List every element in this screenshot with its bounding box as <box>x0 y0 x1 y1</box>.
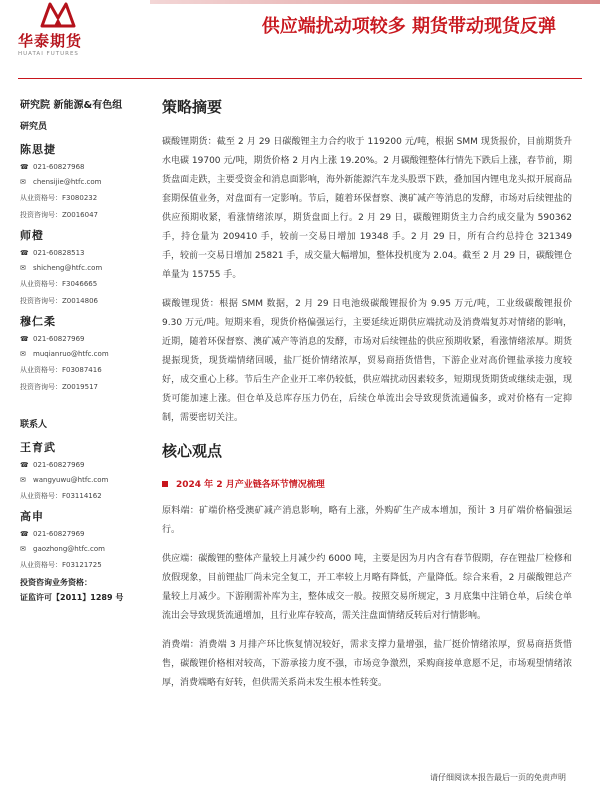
supply-paragraph: 供应端：碳酸锂的整体产量较上月减少约 6000 吨，主要是因为月内含有春节假期，存在锂盐厂检修和放假现象，目前锂盐厂尚未完全复工，开工率较上月略有降低，产量降低。综合来看，2 月碳酸锂总产量较上月减少。下游刚需补库为主，整体成交一般。按照交易所规定，3 月底集中注销仓单，后续仓单流出会导致现货流通增加，且行业库存较高，需关注盘面情绪反转后对行情影响。 <box>162 554 572 621</box>
qualification-row: 从业资格号：F3046665 <box>20 280 98 288</box>
phone-row <box>20 530 140 538</box>
consumption-paragraph: 消费端：消费端 3 月排产环比恢复情况较好，需求支撑力量增强，盐厂挺价情绪浓厚，贸易商捂货惜售，碳酸锂价格相对较高，下游承接力度不强，市场竞争激烈，采购商接单意愿不足，市场观望情绪浓厚，消费端略有好转，但供需关系尚未发生根本性转变。 <box>162 640 572 688</box>
chain-subheading-text: 2024 年 2 月产业链各环节情况梳理 <box>176 480 325 490</box>
bullet-square-icon <box>162 481 168 487</box>
researcher-card <box>20 227 140 306</box>
phone-row <box>20 335 140 343</box>
logo-mark-icon <box>40 0 76 28</box>
email-address[interactable]: chensijie@htfc.com <box>33 178 102 186</box>
email-row <box>20 350 140 358</box>
phone-row <box>20 461 140 469</box>
top-decor-bar <box>150 0 600 4</box>
raw-material-paragraph: 原料端：矿端价格受澳矿减产消息影响，略有上涨，外购矿生产成本增加，预计 3 月矿端价格偏强运行。 <box>162 506 572 535</box>
logo-text-en: HUATAI FUTURES <box>18 51 79 57</box>
phone-icon: ☎ <box>20 163 29 171</box>
qualification-row: 从业资格号：F3080232 <box>20 194 98 202</box>
email-address[interactable]: shicheng@htfc.com <box>33 264 103 272</box>
researcher-name: 师橙 <box>20 229 44 242</box>
email-address[interactable]: gaozhong@htfc.com <box>33 545 105 553</box>
spot-paragraph: 碳酸锂现货：根据 SMM 数据，2 月 29 日电池级碳酸锂报价为 9.95 万元/吨，工业级碳酸锂报价 9.30 万元/吨。短期来看，现货价格偏强运行，主要延续近期供应端扰动及消费端复苏对情绪的影响，近期，随着环保督察、澳矿减产等消息的发酵，市场对后续锂盐的供应预期收紧，看涨情绪浓厚。期货提振现货，现货端情绪回暖，盐厂挺价情绪浓厚，贸易商捂货惜售，下游企业对高价锂盐承接力度较好，成交重心上移。节后生产企业开工率仍较低，供应端扰动因素较多，短期现货期货或继续走强，现货可能加速上涨。但仓单及总库存压力仍在，后续仓单流出会导致现货流通偏多，或对价格有一定抑制，需要密切关注。 <box>162 299 572 423</box>
phone-number: 021-60827969 <box>33 530 85 538</box>
department: 研究院 新能源&有色组 <box>20 100 123 111</box>
report-headline: 供应端扰动项较多 期货带动现货反弹 <box>261 16 556 37</box>
email-row <box>20 178 140 186</box>
license-title: 投资咨询业务资格： <box>20 578 92 587</box>
header-divider <box>18 78 582 79</box>
email-row <box>20 545 140 553</box>
email-icon: ✉ <box>20 545 26 553</box>
researcher-card <box>20 313 140 392</box>
futures-paragraph: 碳酸锂期货：截至 2 月 29 日碳酸锂主力合约收于 119200 元/吨，根据 SMM 现货报价，目前期货升水电碳 19700 元/吨，期货价格 2 月内上涨 19.20%。2 月碳酸锂整体行情先下跌后上涨，春节前，期货盘面走跌，主要受资金和消息面影响，海外新能源汽车龙头股票下跌，叠加国内锂电龙头拟开展商品套期保值业务，对盘面有一定影响。节后，随着环保督察、澳矿减产等消息的发酵，市场对后续锂盐的供应预期收紧，看涨情绪浓厚，期货盘面上行。2 月 29 日，碳酸锂期货主力合约成交量为 590362 手，持仓量为 209410 手，较前一交易日增加 19348 手。2 月 29 日，所有合约总持仓 321349 手，较前一交易日增加 25821 手，成交量大幅增加，整体投机度为 2.04。截至 2 月 29 日，碳酸锂仓单量为 15755 手。 <box>162 137 572 280</box>
email-icon: ✉ <box>20 264 26 272</box>
disclaimer-footer: 请仔细阅读本报告最后一页的免责声明 <box>430 773 566 782</box>
qualification-row: 从业资格号：F03087416 <box>20 366 102 374</box>
phone-number: 021-60828513 <box>33 249 85 257</box>
qualification-row: 从业资格号：F03114162 <box>20 492 102 500</box>
contact-name: 高申 <box>20 510 44 523</box>
researcher-name: 陈思捷 <box>20 143 56 156</box>
investment-license-row: 投资咨询号：Z0016047 <box>20 211 98 219</box>
contacts-title: 联系人 <box>20 420 48 430</box>
email-row <box>20 476 140 484</box>
license-number: 证监许可【2011】1289 号 <box>20 593 124 602</box>
report-header <box>0 0 600 78</box>
company-logo <box>18 0 98 70</box>
researchers-title: 研究员 <box>20 122 48 132</box>
phone-icon: ☎ <box>20 249 29 257</box>
contact-name: 王育武 <box>20 441 56 454</box>
phone-number: 021-60827969 <box>33 461 85 469</box>
qualification-row: 从业资格号：F03121725 <box>20 561 102 569</box>
phone-row <box>20 249 140 257</box>
logo-text-cn: 华泰期货 <box>18 32 83 50</box>
phone-icon: ☎ <box>20 335 29 343</box>
sidebar <box>20 96 140 603</box>
chain-subheading <box>162 477 572 490</box>
email-row <box>20 264 140 272</box>
contact-card <box>20 508 140 570</box>
main-content <box>162 96 572 703</box>
phone-icon: ☎ <box>20 461 29 469</box>
researcher-card <box>20 141 140 220</box>
phone-icon: ☎ <box>20 530 29 538</box>
email-icon: ✉ <box>20 476 26 484</box>
email-address[interactable]: wangyuwu@htfc.com <box>33 476 109 484</box>
email-icon: ✉ <box>20 350 26 358</box>
phone-number: 021-60827968 <box>33 163 85 171</box>
researcher-name: 穆仁柔 <box>20 315 56 328</box>
core-views-heading: 核心观点 <box>162 442 223 460</box>
email-address[interactable]: muqianruo@htfc.com <box>33 350 109 358</box>
email-icon: ✉ <box>20 178 26 186</box>
investment-license-row: 投资咨询号：Z0019517 <box>20 383 98 391</box>
phone-row <box>20 163 140 171</box>
strategy-summary-heading: 策略摘要 <box>162 98 223 116</box>
investment-license-row: 投资咨询号：Z0014806 <box>20 297 98 305</box>
contact-card <box>20 439 140 501</box>
phone-number: 021-60827969 <box>33 335 85 343</box>
